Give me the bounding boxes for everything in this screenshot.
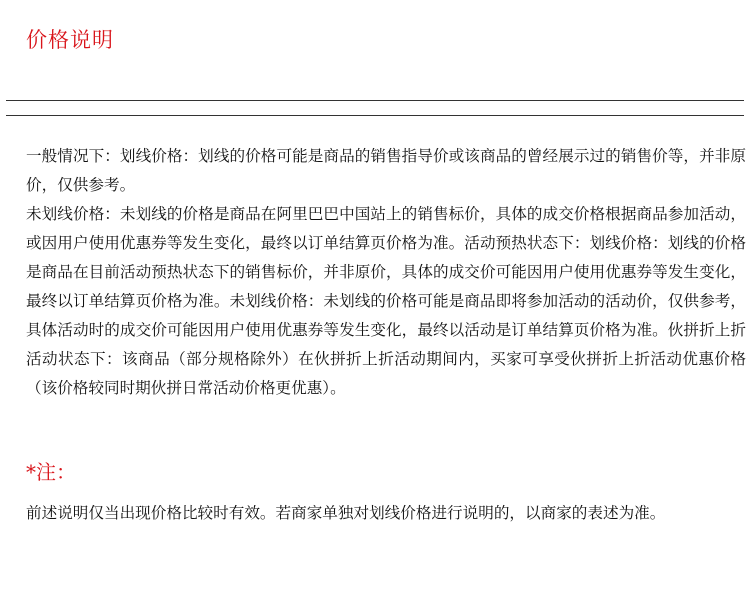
price-description-body bbox=[26, 142, 746, 403]
bottom-divider bbox=[6, 115, 744, 116]
top-divider bbox=[6, 100, 744, 101]
note-title: *注： bbox=[26, 460, 76, 484]
unmarked-price-paragraph: 未划线价格：未划线的价格是商品在阿里巴巴中国站上的销售标价，具体的成交价格根据商品参加活动，或因用户使用优惠券等发生变化，最终以订单结算页价格为准。活动预热状态下：划线价格：划线的价格是商品在目前活动预热状态下的销售标价，并非原价，具体的成交价可能因用户使用优惠券等发生变化，最终以订单结算页价格为准。未划线价格：未划线的价格可能是商品即将参加活动的活动价，仅供参考，具体活动时的成交价可能因用户使用优惠券等发生变化，最终以活动是订单结算页价格为准。伙拼折上折活动状态下：该商品（部分规格除外）在伙拼折上折活动期间内，买家可享受伙拼折上折活动优惠价格（该价格较同时期伙拼日常活动价格更优惠）。 bbox=[26, 205, 746, 397]
page-title: 价格说明 bbox=[26, 28, 114, 52]
note-paragraph: 前述说明仅当出现价格比较时有效。若商家单独对划线价格进行说明的，以商家的表述为准。 bbox=[26, 504, 666, 522]
general-case-paragraph: 一般情况下：划线价格：划线的价格可能是商品的销售指导价或该商品的曾经展示过的销售价等，并非原价，仅供参考。 bbox=[26, 147, 746, 194]
note-body bbox=[26, 497, 746, 529]
